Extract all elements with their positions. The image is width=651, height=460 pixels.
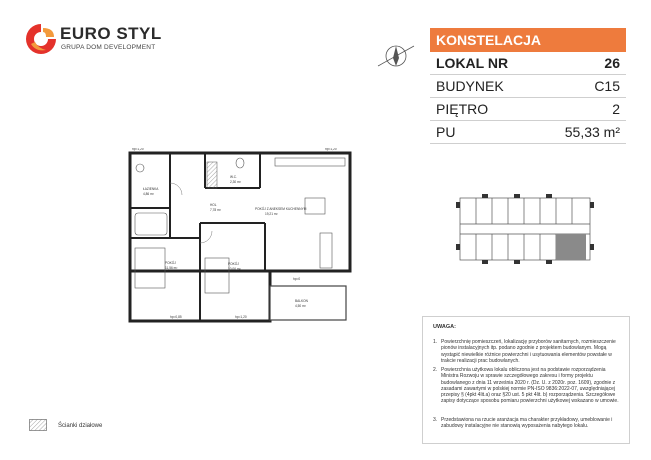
building-key-plan — [452, 190, 598, 270]
info-label: BUDYNEK — [436, 78, 504, 94]
room-area-hol: 7,78 m² — [210, 208, 221, 212]
note-item — [433, 367, 621, 405]
room-area-pokoj2: 10,06 m² — [228, 267, 241, 271]
note-number: 3. — [433, 417, 438, 423]
note-text: Przedstawiona na rzucie aranżacja ma charakter przykładowy, umeblowanie i zabudowy instalacyjne nie stanowią wyposażenia nabytego lokalu. — [441, 417, 613, 430]
window-tag: hp=1,20 — [325, 148, 337, 151]
room-name-hol: HOL — [210, 203, 217, 207]
note-item — [433, 417, 621, 430]
info-label: PU — [436, 124, 456, 140]
room-area-kitchen: 19,21 m² — [265, 212, 278, 216]
room-name-kitchen: POKÓJ Z ANEKSEM KUCHENNYM — [255, 207, 307, 211]
note-text: Powierzchnię pomieszczeń, lokalizację przyborów sanitarnych, rozmieszczenie pionów instalacyjnych itp. podano zgodnie z projektem budowlanym. Mogą wystąpić niewielkie różnice powierzchni i usytuowania elementów powstałe w trakcie realizacji prac budowlanych. — [441, 339, 616, 364]
room-name-lazienka: ŁAZIENKA — [143, 187, 159, 191]
north-compass-icon — [376, 36, 416, 81]
room-area-balkon: 4,50 m² — [295, 304, 306, 308]
room-area-wc: 2,30 m² — [230, 180, 241, 184]
room-area-pokoj1: 11,56 m² — [165, 266, 178, 270]
logo-name: EURO STYL — [60, 24, 162, 43]
logo-subtitle: GRUPA DOM DEVELOPMENT — [61, 44, 156, 51]
info-row-pietro — [430, 98, 626, 121]
note-number: 1. — [433, 339, 438, 345]
floor-plan — [125, 148, 355, 326]
apartment-info-panel — [430, 28, 626, 144]
logo-swirl-icon — [24, 22, 58, 56]
info-label: LOKAL NR — [436, 55, 509, 71]
window-tag: hp=1,20 — [235, 315, 247, 319]
notes-title: UWAGA: — [433, 324, 456, 330]
panel-title: KONSTELACJA — [430, 28, 626, 52]
window-tag: hp=0,85 — [170, 315, 182, 319]
partition-wall-legend-icon — [29, 419, 47, 431]
info-row-pu — [430, 121, 626, 144]
room-name-pokoj1: POKÓJ — [165, 261, 176, 265]
window-tag: hp=0 — [293, 277, 301, 281]
highlighted-apartment — [556, 234, 586, 260]
note-number: 2. — [433, 367, 438, 373]
window-tag: hp=1,20 — [132, 148, 144, 151]
room-area-lazienka: 4,86 m² — [143, 192, 154, 196]
info-value: 55,33 m² — [564, 124, 620, 140]
room-name-pokoj2: POKÓJ — [228, 262, 239, 266]
room-name-wc: W.C. — [230, 175, 237, 179]
info-label: PIĘTRO — [436, 101, 489, 117]
euro-styl-logo — [24, 22, 164, 56]
room-name-balkon: BALKON — [295, 299, 308, 303]
legend-label: Ścianki działowe — [58, 423, 103, 429]
info-row-lokal — [430, 52, 626, 75]
note-item — [433, 339, 621, 364]
info-value: 2 — [612, 101, 620, 117]
info-value: 26 — [604, 55, 620, 71]
notes-box — [422, 316, 630, 444]
info-value: C15 — [594, 78, 620, 94]
info-row-budynek — [430, 75, 626, 98]
note-text: Powierzchnia użytkowa lokalu obliczona jest na podstawie rozporządzenia Ministra Rozwoju w sprawie szczegółowego zakresu i formy projektu budowlanego z dnia 11 września 2020 r. (Dz. U. z 2020r. poz. 1609), zgodnie z zasadami zawartymi w polskiej normie PN-ISO 9836:2022-07, uwzględniającej przepisy § (4pkt 4lit.a) oraz §20 ust. 5 pkt 4lit. b) rozporządzenia. Szczegółowe zapisy dotyczące sposobu pomiaru powierzchni użytkowej wskazano w umowie. — [441, 367, 619, 405]
